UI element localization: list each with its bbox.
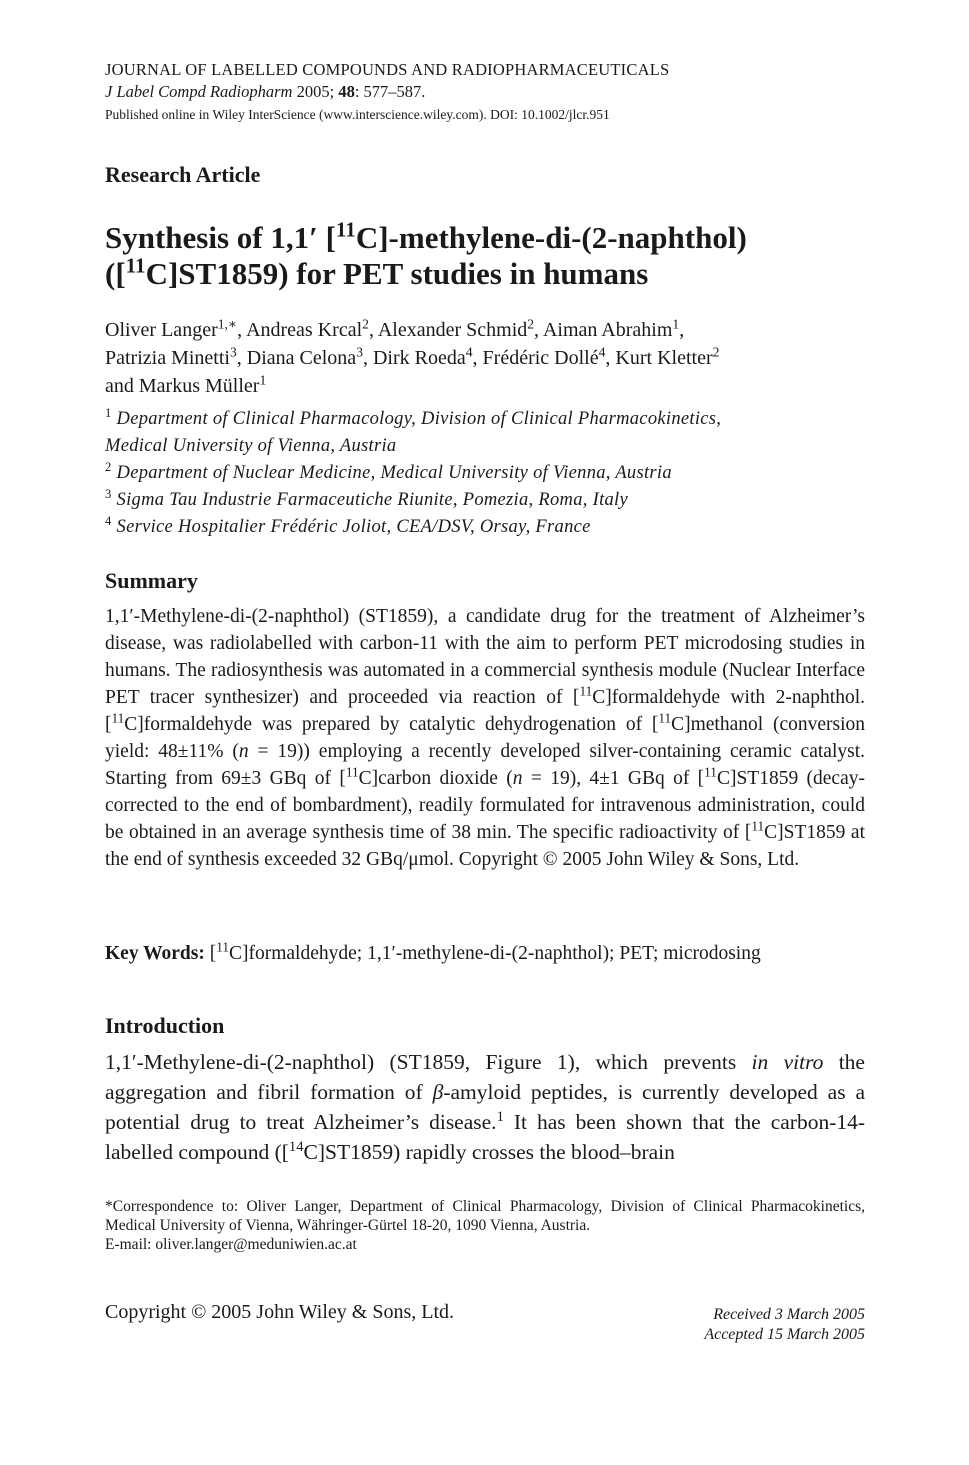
summary-italic-n: n [512,768,523,789]
author-list: Oliver Langer$^{1,∗}$, Andreas Krcal$^2$, Alexander Schmid$^2$, Aiman Abrahim$^1$, Patrizia Minetti$^3$, Diana Celona$^3$, Dirk Roeda$^4$, Frédéric Dollé$^4$, Kurt Kletter$^2$ and Markus Müller$^1$ [105,316,720,397]
affiliation [105,487,865,514]
summary-part: = 19), 4±1 GBq of [ [522,768,705,789]
author: Kurt Kletter [615,347,713,369]
summary-part: C]carbon dioxide ( [358,768,513,789]
intro-part: It has been shown that the carbon-14-labelled compound ([ [105,1110,866,1164]
intro-sup: 14 [288,1138,304,1155]
author-affil: 2 [712,344,720,360]
received-date: Received 3 March 2005 [713,1306,865,1323]
citation-abbrev: J Label Compd Radiopharm [105,82,293,101]
intro-beta: β [432,1080,444,1104]
correspondence-address: *Correspondence to: Oliver Langer, Department of Clinical Pharmacology, Division of Clinical Pharmacokinetics, Medical University of Vienna, Währinger-Gürtel 18-20, 1090 Vienna, Austria. [105,1198,865,1234]
author: Patrizia Minetti [105,347,230,369]
author-affil: 1 [672,316,680,332]
title-part: Synthesis of 1,1′ [ [105,220,336,255]
author: Frédéric Dollé [482,347,599,369]
introduction-heading: Introduction [105,1013,225,1038]
summary-part: = 19)) employing a recently developed silver-containing ceramic catalyst. Starting from 69±3 GBq of [ [105,741,865,789]
affiliation [105,406,865,433]
article-type: Research Article [105,162,261,187]
journal-name: JOURNAL OF LABELLED COMPOUNDS AND RADIOPHARMACEUTICALS [105,60,670,79]
affiliation-text: Department of Nuclear Medicine, Medical University of Vienna, Austria [116,463,672,483]
summary-part: 1,1′-Methylene-di-(2-naphthol) (ST1859), a candidate drug for the treatment of Alzheimer’s disease, was radiolabelled with carbon-11 with the aim to perform PET microdosing studies in humans. The radiosynthesis was automated in a commercial synthesis module (Nuclear Interface PET tracer synthesizer) and proceeded via reaction of [ [105,606,865,708]
author-and: and [105,375,134,397]
intro-part: -amyloid peptides, is currently developed as a potential drug to treat Alzheimer’s disease. [105,1080,865,1134]
affiliation [105,514,865,541]
intro-part: C]ST1859) rapidly crosses the blood–brain [303,1140,675,1164]
keywords-sup: 11 [216,939,229,955]
author: Alexander Schmid [377,319,528,341]
author-affil: 4 [598,344,606,360]
footer-dates [704,1305,865,1345]
intro-part: the aggregation and fibril formation of [105,1050,865,1104]
title-sup: 11 [335,217,356,242]
author: Oliver Langer [105,319,218,341]
title-part: C]-methylene-di-(2-naphthol) [355,220,747,255]
author: Dirk Roeda [372,347,466,369]
introduction-text [105,1047,865,1167]
journal-citation [105,82,425,102]
accepted-date: Accepted 15 March 2005 [704,1326,865,1343]
summary-italic-n: n [238,741,249,762]
author: Andreas Krcal [246,319,363,341]
affiliation-text: Service Hospitalier Frédéric Joliot, CEA/DSV, Orsay, France [116,517,591,537]
keywords [105,939,865,965]
summary-sup: 11 [704,764,717,780]
author-affil: 1,∗ [217,316,238,332]
keywords-part: [ [204,943,217,964]
summary-text [105,603,865,873]
summary-sup: 11 [658,710,672,726]
author-affil: 2 [362,316,369,332]
summary-sup: 11 [111,710,125,726]
affiliation-number: 3 [105,486,112,501]
intro-part: 1,1′-Methylene-di-(2-naphthol) (ST1859, Figure 1), which prevents [105,1050,752,1074]
citation-volume: 48 [338,82,355,101]
keywords-label: Key Words: [105,943,205,964]
summary-heading: Summary [105,568,198,593]
author-affil: 2 [527,316,535,332]
summary-part: C]ST1859 at the end of synthesis exceeded 32 GBq/μmol. Copyright © 2005 John Wiley & Sons, Ltd. [105,822,865,870]
affiliation-number: 2 [105,459,112,474]
intro-ref: 1 [496,1108,504,1125]
summary-part: C]formaldehyde was prepared by catalytic dehydrogenation of [ [124,714,659,735]
affiliation-text: Department of Clinical Pharmacology, Division of Clinical Pharmacokinetics, [116,409,722,429]
author-affil: 4 [465,344,473,360]
affiliation [105,460,865,487]
summary-part: C]ST1859 (decay-corrected to the end of bombardment), readily formulated for intravenous administration, could be obtained in an average synthesis time of 38 min. The specific radioactivity of [ [105,768,865,843]
author-affil: 1 [259,372,267,388]
online-publication-line: Published online in Wiley InterScience (www.interscience.wiley.com). DOI: 10.1002/jlcr.951 [105,107,610,122]
author: Diana Celona [246,347,357,369]
author: Aiman Abrahim [542,319,673,341]
keywords-part: C]formaldehyde; 1,1′-methylene-di-(2-naphthol); PET; microdosing [229,943,761,964]
author: Markus Müller [138,375,260,397]
correspondence-note [105,1197,865,1254]
author-affil: 3 [229,344,237,360]
summary-part: C]formaldehyde with 2-naphthol. [ [105,687,865,735]
article-title [105,217,865,292]
citation-pages: : 577–587. [354,82,426,101]
title-sup: 11 [125,253,146,278]
affiliation-text: Sigma Tau Industrie Farmaceutiche Riunite, Pomezia, Roma, Italy [116,490,629,510]
affiliations [105,406,865,541]
correspondence-email: E-mail: oliver.langer@meduniwien.ac.at [105,1236,357,1253]
title-part: C]ST1859) for PET studies in humans [145,256,649,291]
title-part: ([ [105,256,126,291]
intro-italic: in vitro [751,1050,824,1074]
footer-copyright: Copyright © 2005 John Wiley & Sons, Ltd. [105,1301,455,1323]
summary-part: C]methanol (conversion yield: 48±11% ( [105,714,866,762]
affiliation-number: 1 [105,405,112,420]
summary-sup: 11 [751,818,765,834]
summary-sup: 11 [579,683,593,699]
affiliation-continued: Medical University of Vienna, Austria [105,436,397,456]
summary-sup: 11 [345,764,359,780]
affiliation-number: 4 [105,513,112,528]
citation-year: 2005; [296,82,335,101]
author-affil: 3 [356,344,363,360]
